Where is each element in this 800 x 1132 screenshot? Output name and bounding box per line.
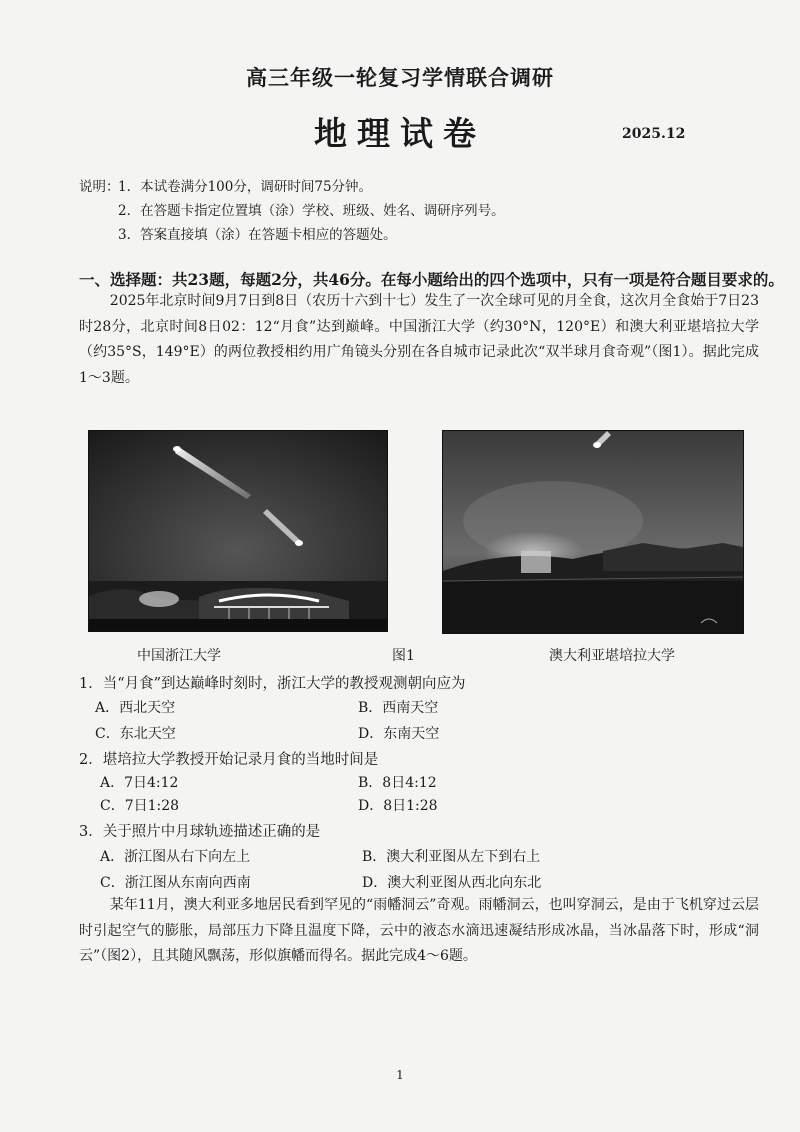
page-number: 1 xyxy=(396,1068,404,1082)
figure-label: 图1 xyxy=(392,648,415,664)
intro-paragraph: 2025年北京时间9月7日到8日（农历十六到十七）发生了一次全球可见的月全食，这次月全食始于7日23时28分，北京时间8日02：12“月食”达到巅峰。中国浙江大学（约30°N，120°E）和澳大利亚堪培拉大学（约35°S，149°E）的两位教授相约用广角镜头分别在各自城市记录此次“双半球月食奇观”（图1）。据此完成1～3题。 xyxy=(79,293,759,386)
photo-zhejiang xyxy=(88,430,388,632)
figure-caption-left: 中国浙江大学 xyxy=(137,648,221,664)
question-option: B．西南天空 xyxy=(358,700,439,716)
question-stem: 1．当“月食”到达巅峰时刻时，浙江大学的教授观测朝向应为 xyxy=(79,676,466,692)
instruction-item: 1．本试卷满分100分，调研时间75分钟。 xyxy=(118,179,373,195)
exam-title: 地理试卷 xyxy=(314,114,486,153)
question-option: B．8日4:12 xyxy=(358,775,437,791)
figure-caption-right: 澳大利亚堪培拉大学 xyxy=(549,648,675,664)
instruction-item: 2．在答题卡指定位置填（涂）学校、班级、姓名、调研序列号。 xyxy=(118,203,505,219)
question-option: C．浙江图从东南向西南 xyxy=(100,875,251,891)
photo-canberra xyxy=(442,430,744,634)
question-option: A．西北天空 xyxy=(95,700,176,716)
photo-canberra-image xyxy=(443,431,743,633)
instructions-label: 说明： xyxy=(79,179,120,195)
exam-date: 2025.12 xyxy=(622,126,686,142)
question-option: D．8日1:28 xyxy=(358,798,438,814)
question-option: A．浙江图从右下向左上 xyxy=(100,849,251,865)
section-heading: 一、选择题：共23题，每题2分，共46分。在每小题给出的四个选项中，只有一项是符合题目要求的。 xyxy=(79,270,784,289)
question-option: D．澳大利亚图从西北向东北 xyxy=(362,875,542,891)
question-option: B．澳大利亚图从左下到右上 xyxy=(362,849,541,865)
question-stem: 2．堪培拉大学教授开始记录月食的当地时间是 xyxy=(79,752,379,768)
question-option: C．东北天空 xyxy=(95,726,176,742)
instruction-item: 3．答案直接填（涂）在答题卡相应的答题处。 xyxy=(118,227,397,243)
question-option: C．7日1:28 xyxy=(100,798,180,814)
passage-paragraph: 某年11月，澳大利亚多地居民看到罕见的“雨幡洞云”奇观。雨幡洞云，也叫穿洞云，是由于飞机穿过云层时引起空气的膨胀，局部压力下降且温度下降，云中的液态水滴迅速凝结形成冰晶，当冰晶落下时，形成“洞云”（图2），且其随风飘荡，形似旗幡而得名。据此完成4～6题。 xyxy=(79,897,759,964)
question-option: A．7日4:12 xyxy=(100,775,179,791)
question-option: D．东南天空 xyxy=(358,726,440,742)
question-stem: 3．关于照片中月球轨迹描述正确的是 xyxy=(79,824,321,840)
photo-zhejiang-image xyxy=(89,431,387,631)
exam-subtitle: 高三年级一轮复习学情联合调研 xyxy=(246,65,554,90)
